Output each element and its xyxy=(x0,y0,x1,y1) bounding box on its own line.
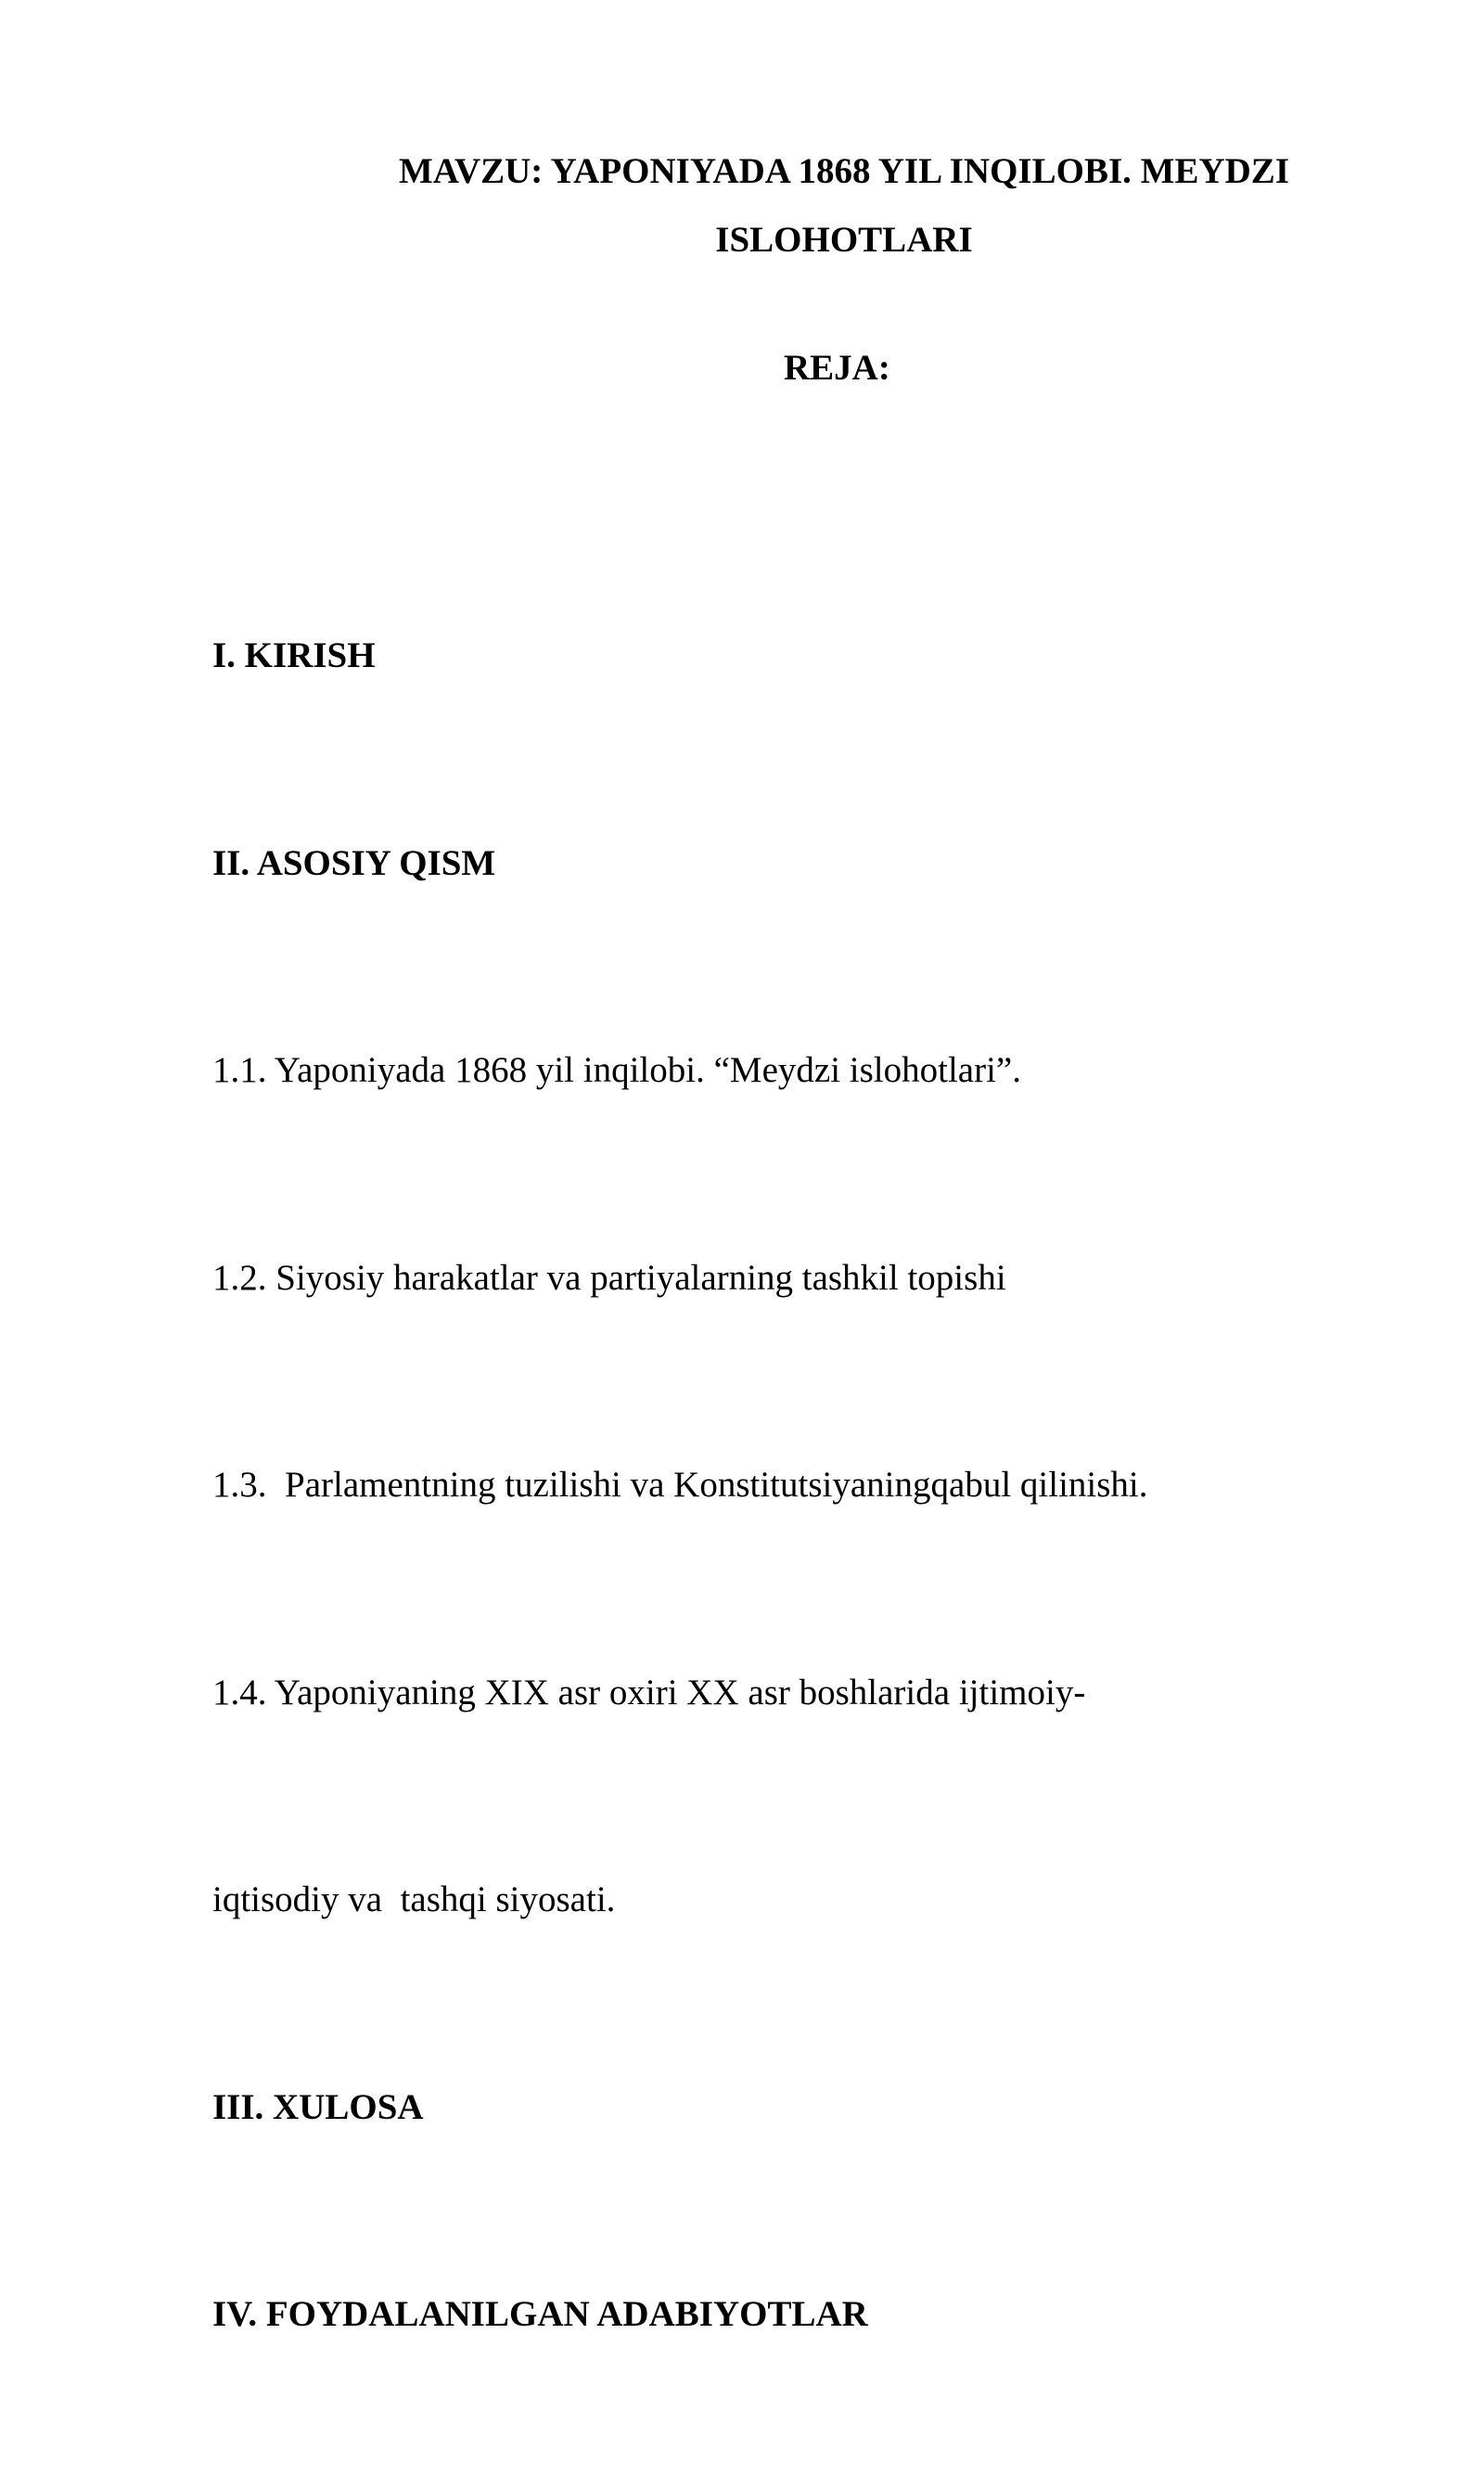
outline-item-1-4-continued: iqtisodiy va tashqi siyosati. xyxy=(212,1879,616,1919)
title-line-1: MAVZU: YAPONIYADA 1868 YIL INQILOBI. MEYDZI xyxy=(399,151,1289,191)
outline-item-1-4: 1.4. Yaponiyaning XIX asr oxiri XX asr boshlarida ijtimoiy- xyxy=(212,1672,1086,1712)
outline-item-1-2: 1.2. Siyosiy harakatlar va partiyalarning tashkil topishi xyxy=(212,1257,1006,1298)
outline-item-1-3: 1.3. Parlamentning tuzilishi va Konstitutsiyaningqabul qilinishi. xyxy=(212,1465,1148,1505)
document-title xyxy=(334,137,1354,275)
plan-outline xyxy=(212,483,1325,2488)
outline-item-conclusion: III. XULOSA xyxy=(212,2086,424,2127)
outline-item-introduction: I. KIRISH xyxy=(212,635,376,675)
outline-item-1-1: 1.1. Yaponiyada 1868 yil inqilobi. “Meydzi islohotlari”. xyxy=(212,1050,1021,1090)
plan-heading: REJA: xyxy=(784,348,890,388)
title-line-2: ISLOHOTLARI xyxy=(715,220,973,260)
outline-item-main-part: II. ASOSIY QISM xyxy=(212,842,496,883)
outline-item-references: IV. FOYDALANILGAN ADABIYOTLAR xyxy=(212,2294,868,2334)
